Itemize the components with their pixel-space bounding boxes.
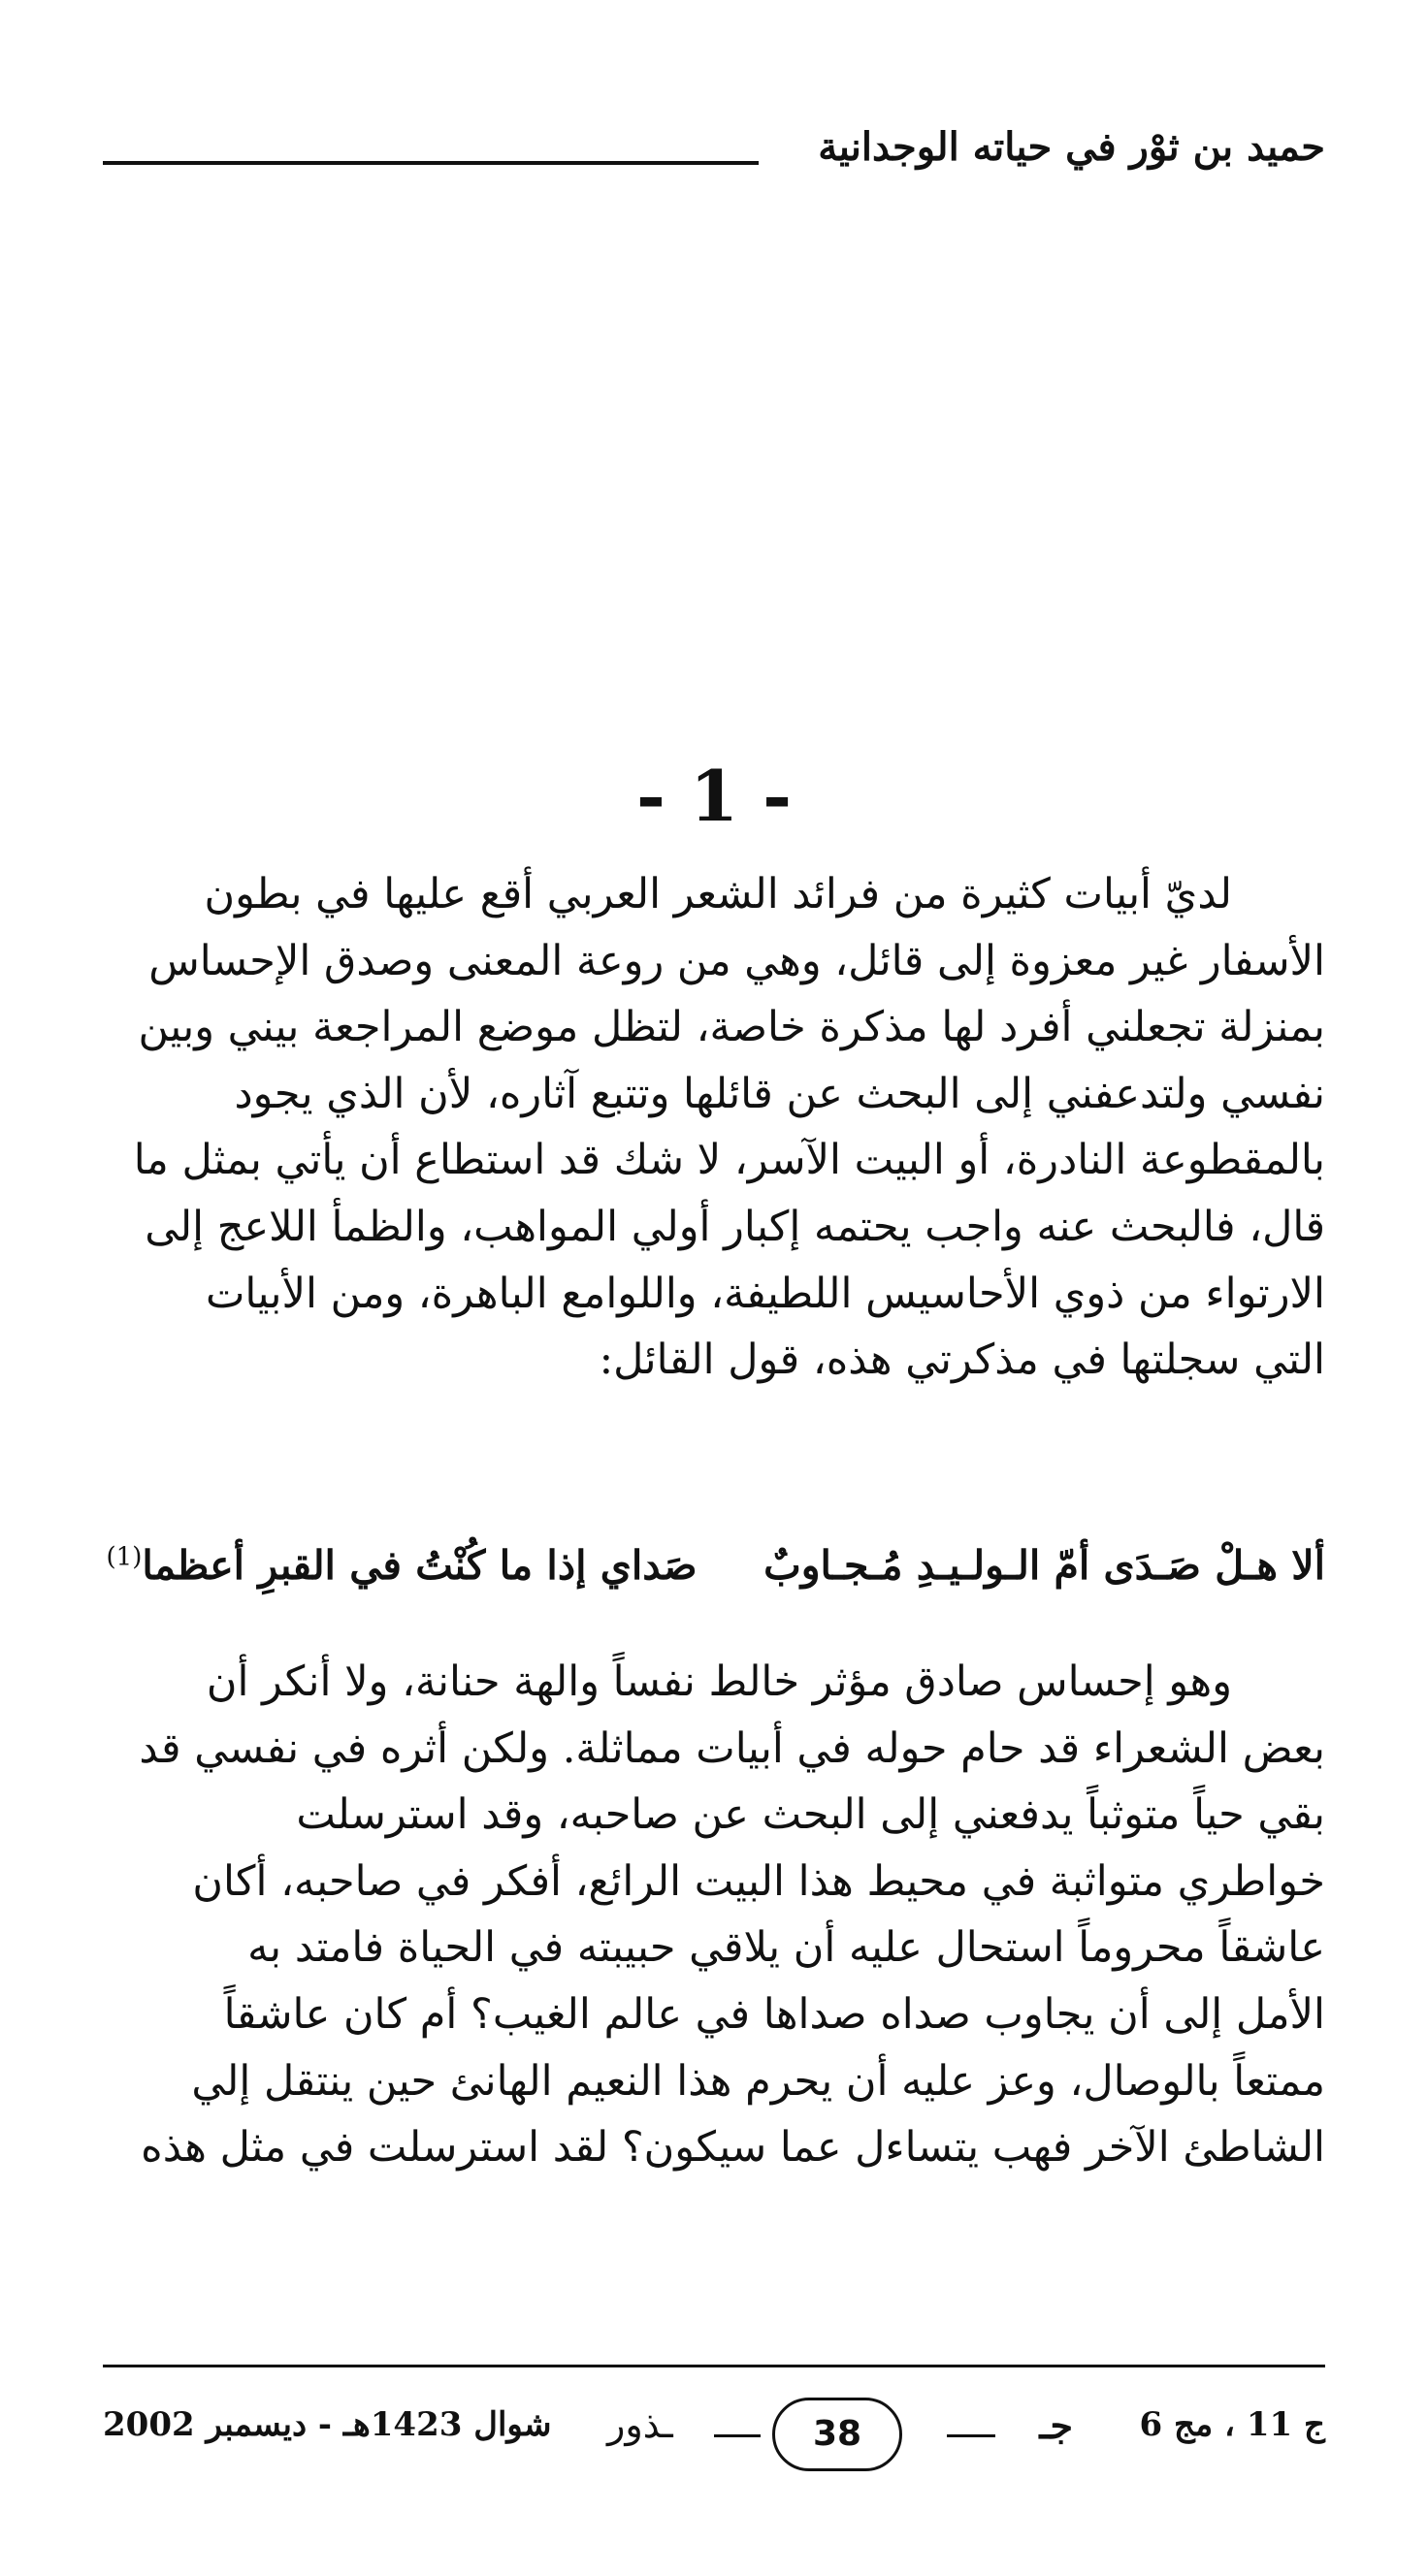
text-line: الأسفار غير معزوة إلى قائل، وهي من روعة المعنى وصدق الإحساس (148, 936, 1325, 985)
text-line: بالمقطوعة النادرة، أو البيت الآسر، لا شك قد استطاع أن يأتي بمثل ما (133, 1136, 1325, 1185)
text-line: بعض الشعراء قد حام حوله في أبيات مماثلة. ولكن أثره في نفسي قد (139, 1723, 1325, 1773)
logo-line (714, 2434, 761, 2437)
footer-issue: ج 11 ، مج 6 (1139, 2405, 1325, 2444)
text-line: نفسي ولتدعفني إلى البحث عن قائلها وتتبع آثاره، لأن الذي يجود (234, 1069, 1325, 1118)
page-footer (103, 2396, 1325, 2473)
text-line: عاشقاً محروماً استحال عليه أن يلاقي حبيبته في الحياة فامتد به (247, 1923, 1325, 1973)
footnote-marker: (1) (106, 1542, 143, 1572)
footer-magazine-logo (607, 2396, 1073, 2473)
poetry-verse (103, 1542, 1325, 1589)
text-line: بقي حياً متوثباً يدفعني إلى البحث عن صاحبه، وقد استرسلت (296, 1790, 1325, 1840)
text-line: بمنزلة تجعلني أفرد لها مذكرة خاصة، لتظل موضع المراجعة بيني وبين (138, 1003, 1325, 1052)
page-number: 38 (772, 2398, 902, 2471)
header-rule (103, 161, 759, 165)
footer-rule (103, 2365, 1325, 2367)
paragraph-2 (103, 1649, 1325, 2181)
text-line: الارتواء من ذوي الأحاسيس اللطيفة، واللوامع الباهرة، ومن الأبيات (205, 1269, 1325, 1318)
text-line: الشاطئ الآخر فهب يتساءل عما سيكون؟ لقد استرسلت في مثل هذه (141, 2123, 1325, 2173)
text-line: الأمل إلى أن يجاوب صداه صداها في عالم الغيب؟ أم كان عاشقاً (223, 1989, 1325, 2039)
logo-line (947, 2434, 995, 2437)
verse-second-hemistich: صَداي إذا ما كُنْتُ في القبرِ أعظما (142, 1542, 698, 1589)
magazine-name-right: جـ (1039, 2403, 1073, 2447)
text-line: وهو إحساس صادق مؤثر خالط نفساً والهة حنانة، ولا أنكر أن (206, 1658, 1232, 1706)
running-header-title: حميد بن ثوْر في حياته الوجدانية (818, 124, 1325, 170)
text-line: التي سجلتها في مذكرتي هذه، قول القائل: (599, 1336, 1325, 1385)
magazine-name-left: ـذور (607, 2403, 673, 2446)
text-line: خواطري متواثبة في محيط هذا البيت الرائع، أفكر في صاحبه، أكان (192, 1856, 1325, 1906)
section-number: - 1 - (636, 755, 792, 837)
text-line: لديّ أبيات كثيرة من فرائد الشعر العربي أقع عليها في بطون (204, 870, 1232, 918)
text-line: ممتعاً بالوصال، وعز عليه أن يحرم هذا النعيم الهانئ حين ينتقل إلي (191, 2056, 1325, 2106)
text-line: قال، فالبحث عنه واجب يحتمه إكبار أولي المواهب، والظمأ اللاعج إلى (145, 1202, 1325, 1251)
paragraph-1 (103, 861, 1325, 1394)
verse-first-hemistich: ألا هـلْ صَـدَى أمّ الـولـيـدِ مُـجـاوبٌ (763, 1542, 1325, 1589)
footer-date: شوال 1423هـ - ديسمبر 2002 (103, 2405, 552, 2444)
